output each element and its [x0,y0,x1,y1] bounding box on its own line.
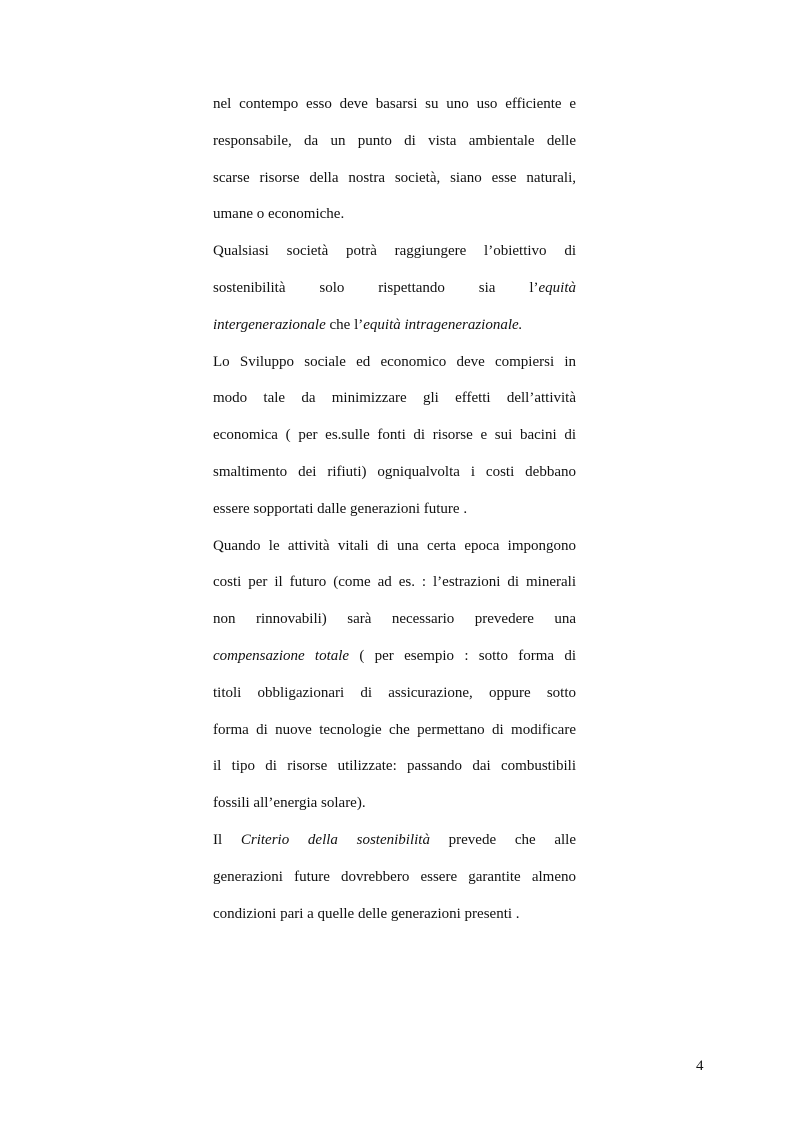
text-line [213,822,576,859]
text-segment: modo tale da minimizzare gli effetti dell’attività [213,390,576,407]
text-line [213,785,576,822]
paragraph [213,344,576,528]
paragraph [213,86,576,233]
text-line [213,712,576,749]
text-line [213,270,576,307]
paragraph [213,822,576,932]
text-segment: costi per il futuro (come ad es. : l’estrazioni di minerali [213,574,576,591]
text-line [213,123,576,160]
italic-text: equità [538,279,576,296]
text-segment: Il [213,831,241,848]
text-line [213,675,576,712]
text-line [213,417,576,454]
text-segment: umane o economiche. [213,206,345,223]
text-line [213,196,576,233]
text-line [213,564,576,601]
text-line [213,638,576,675]
text-segment: smaltimento dei rifiuti) ogniqualvolta i costi debbano [213,463,576,480]
text-segment: fossili all’energia solare). [213,795,366,812]
text-segment: economica ( per es.sulle fonti di risorse e sui bacini di [213,427,576,444]
text-segment: Lo Sviluppo sociale ed economico deve compiersi in [213,353,576,370]
text-segment: forma di nuove tecnologie che permettano di modificare [213,721,576,738]
text-line [213,307,576,344]
text-segment: non rinnovabili) sarà necessario prevedere una [213,611,576,628]
text-segment: essere sopportati dalle generazioni future . [213,500,468,517]
italic-text: intergenerazionale [213,316,326,333]
text-segment: nel contempo esso deve basarsi su uno uso efficiente e [213,96,576,112]
text-line [213,859,576,896]
text-segment: Quando le attività vitali di una certa epoca impongono [213,537,576,554]
body-text [213,86,576,932]
text-line [213,160,576,197]
text-segment: responsabile, da un punto di vista ambientale delle [213,132,576,149]
text-line [213,233,576,270]
text-line [213,528,576,565]
text-segment: Qualsiasi società potrà raggiungere l’obiettivo di [213,243,576,260]
text-line [213,491,576,528]
text-segment: il tipo di risorse utilizzate: passando dai combustibili [213,758,576,775]
text-segment: generazioni future dovrebbero essere garantite almeno [213,868,576,885]
italic-text: Criterio della sostenibilità [240,831,430,848]
italic-text: compensazione totale [213,647,350,664]
text-segment: ( per esempio : sotto forma di [349,647,576,664]
text-line [213,86,576,123]
text-line [213,601,576,638]
text-segment: prevede che alle [429,831,576,848]
text-segment: sostenibilità solo rispettando sia l’ [213,279,539,296]
paragraph [213,233,576,343]
page-number: 4 [696,1058,704,1074]
text-line [213,454,576,491]
text-line [213,896,576,933]
text-segment: che l’ [325,316,364,333]
italic-text: equità intragenerazionale. [363,316,523,333]
paragraph [213,528,576,822]
text-segment: condizioni pari a quelle delle generazioni presenti . [213,905,520,922]
text-segment: titoli obbligazionari di assicurazione, oppure sotto [213,684,576,701]
text-line [213,748,576,785]
text-line [213,380,576,417]
text-line [213,344,576,381]
text-segment: scarse risorse della nostra società, siano esse naturali, [213,169,576,186]
